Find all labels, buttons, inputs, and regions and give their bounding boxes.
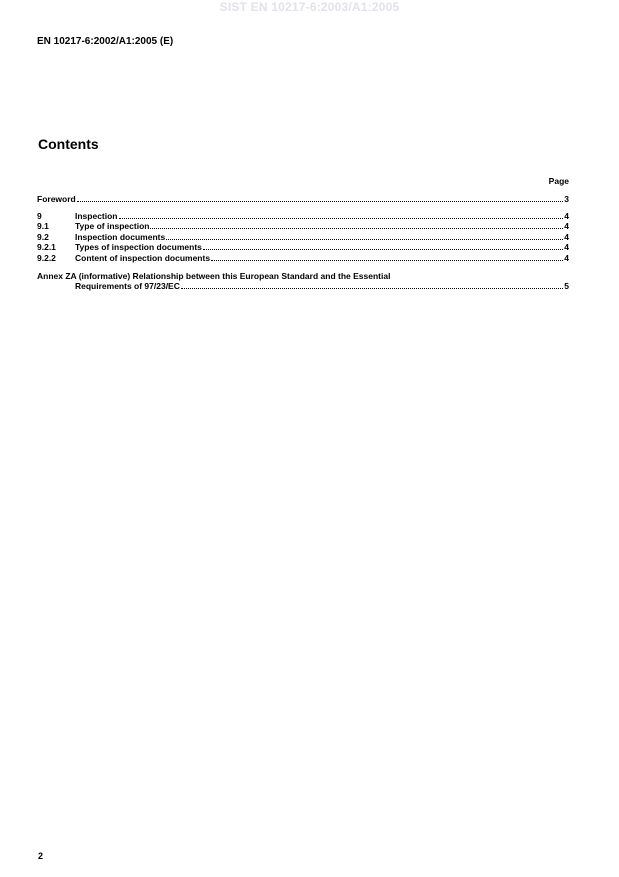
toc-entry-page: 4 [564, 210, 569, 221]
toc-entry-page: 4 [564, 221, 569, 232]
watermark: SIST EN 10217-6:2003/A1:2005 [219, 0, 400, 14]
toc-dot-leader [166, 232, 563, 240]
page-number: 2 [38, 851, 44, 861]
toc-dot-leader [150, 221, 563, 229]
toc-annex-title-line: Annex ZA (informative) Relationship between this European Standard and the Essential [37, 270, 391, 281]
page-column-label: Page [548, 176, 569, 186]
toc-dot-leader [181, 281, 563, 289]
toc-entry-inspection-documents[interactable] [37, 232, 569, 243]
document-header: EN 10217-6:2002/A1:2005 (E) [37, 36, 174, 47]
toc-entry-page: 4 [564, 252, 569, 263]
toc-entry-number: 9.2.1 [37, 242, 56, 253]
toc-entry-foreword[interactable] [37, 194, 569, 205]
toc-entry-page: 3 [564, 194, 569, 204]
toc-annex-continuation [37, 281, 569, 292]
toc-entry-title: Foreword [37, 194, 76, 204]
toc-entry-inspection[interactable] [37, 211, 569, 222]
toc-entry-type-of-inspection[interactable] [37, 221, 569, 232]
toc-entry-annex-za[interactable] [37, 272, 569, 292]
toc-entry-number: 9.1 [37, 221, 49, 232]
toc-entry-number: 9.2 [37, 231, 49, 242]
toc-entry-title: Content of inspection documents [75, 252, 211, 263]
toc-entry-page: 4 [564, 231, 569, 242]
toc-dot-leader [203, 242, 563, 250]
toc-entry-number: 9 [37, 210, 42, 221]
toc-entry-page: 4 [564, 242, 569, 253]
toc-entry-number: 9.2.2 [37, 252, 56, 263]
table-of-contents [37, 194, 569, 292]
toc-dot-leader [119, 211, 564, 219]
toc-entry-title: Inspection documents [75, 231, 166, 242]
toc-entry-page: 5 [564, 281, 569, 292]
toc-entry-title: Type of inspection [75, 221, 150, 232]
toc-dot-leader [211, 253, 563, 261]
toc-annex-title-continuation: Requirements of 97/23/EC [75, 281, 180, 292]
toc-entry-content-of-inspection-documents[interactable] [37, 253, 569, 264]
toc-entry-types-of-inspection-documents[interactable] [37, 242, 569, 253]
toc-entry-title: Types of inspection documents [75, 242, 202, 253]
toc-entry-title: Inspection [75, 210, 118, 221]
toc-dot-leader [77, 194, 564, 202]
contents-heading: Contents [38, 136, 99, 152]
